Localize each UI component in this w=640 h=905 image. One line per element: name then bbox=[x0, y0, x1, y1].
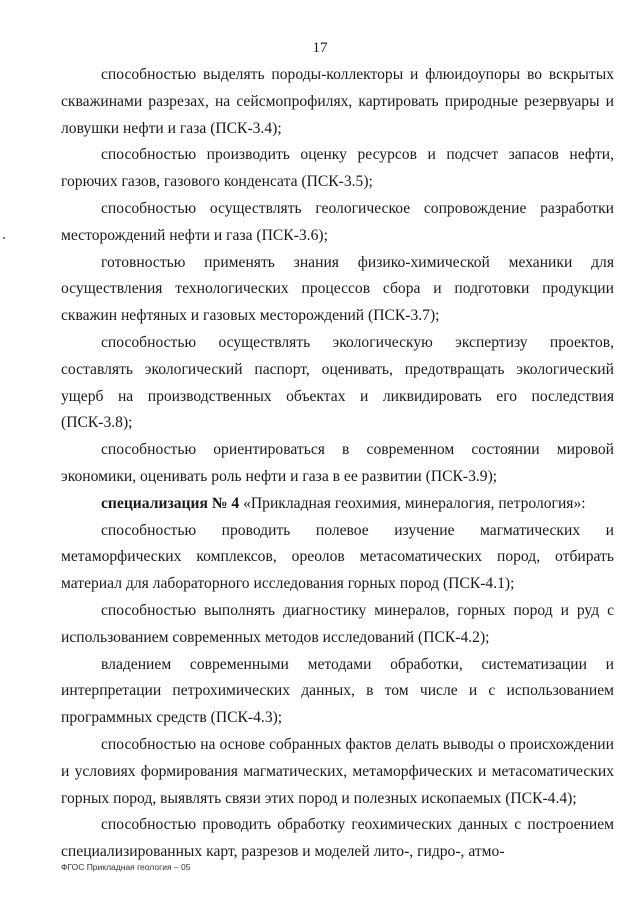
paragraph-psk-4-2: способностью выполнять диагностику минералов, горных пород и руд с использованием современных методов исследований (ПСК-4.2); bbox=[61, 601, 614, 646]
specialization-heading bbox=[61, 491, 614, 518]
paragraph-psk-4-4: способностью на основе собранных фактов делать выводы о происхождении и условиях формирования магматических, метаморфических и метасоматических горных пород, выявлять связи этих пород и полезных ископаемых (ПСК-4.4); bbox=[61, 735, 614, 807]
page-number: 17 bbox=[312, 40, 328, 56]
document-body bbox=[61, 62, 614, 866]
specialization-label: специализация № 4 bbox=[101, 494, 240, 512]
paragraph-psk-3-7: готовностью применять знания физико-химической механики для осуществления технологических процессов сбора и подготовки продукции скважин нефтяных и газовых месторождений (ПСК-3.7); bbox=[61, 253, 614, 325]
paragraph-psk-3-5: способностью производить оценку ресурсов и подсчет запасов нефти, горючих газов, газового конденсата (ПСК-3.5); bbox=[61, 146, 614, 191]
scan-artifact-mark bbox=[3, 237, 5, 239]
paragraph-psk-3-4: способностью выделять породы-коллекторы и флюидоупоры во вскрытых скважинами разрезах, на сейсмопрофилях, картировать природные резервуары и ловушки нефти и газа (ПСК-3.4); bbox=[61, 66, 614, 137]
paragraph-psk-4-5-partial: способностью проводить обработку геохимических данных с построением специализированных карт, разрезов и моделей лито-, гидро-, атмо- bbox=[61, 816, 614, 861]
paragraph-psk-4-3: владением современными методами обработки, систематизации и интерпретации петрохимических данных, в том числе и с использованием программных средств (ПСК-4.3); bbox=[61, 655, 614, 727]
paragraph-psk-3-8: способностью осуществлять экологическую экспертизу проектов, составлять экологический паспорт, оценивать, предотвращать экологический ущерб на производственных объектах и ликвидировать его последствия (ПСК-3.8); bbox=[61, 333, 614, 432]
paragraph-psk-4-1: способностью проводить полевое изучение магматических и метаморфических комплексов, ореолов метасоматических пород, отбирать материал для лабораторного исследования горных пород (ПСК-4.1); bbox=[61, 521, 614, 593]
paragraph-psk-3-9: способностью ориентироваться в современном состоянии мировой экономики, оценивать роль нефти и газа в ее развитии (ПСК-3.9); bbox=[61, 441, 614, 485]
paragraph-psk-3-6: способностью осуществлять геологическое сопровождение разработки месторождений нефти и газа (ПСК-3.6); bbox=[61, 199, 614, 244]
specialization-title: «Прикладная геохимия, минералогия, петрология»: bbox=[239, 494, 586, 512]
page-footer: ФГОС Прикладная геология – 05 bbox=[61, 862, 191, 872]
